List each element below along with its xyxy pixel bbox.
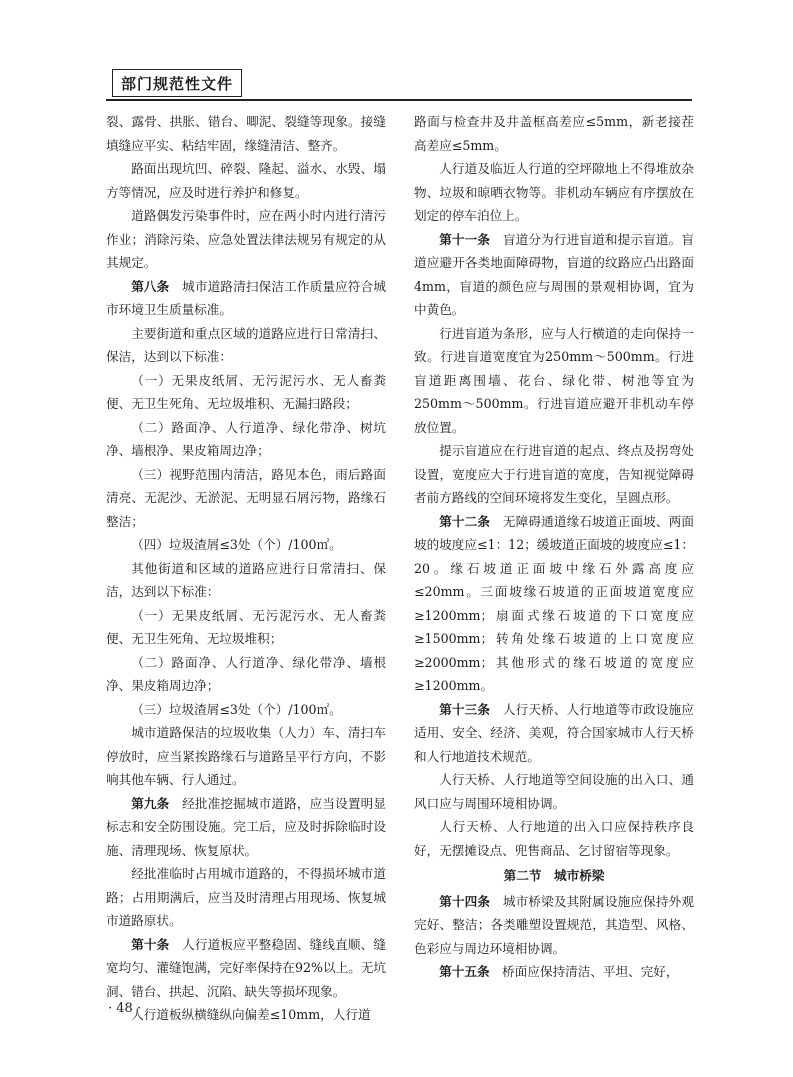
paragraph-text: （一）无果皮纸屑、无污泥污水、无人畜粪便、无卫生死角、无垃圾堆积、无漏扫路段； bbox=[106, 372, 386, 411]
paragraph bbox=[106, 862, 386, 933]
paragraph-text: 提示盲道应在行进盲道的起点、终点及拐弯处设置，宽度应大于行进盲道的宽度，告知视觉障碍者前方路线的空间环境将发生变化，呈圆点形。 bbox=[414, 443, 694, 505]
paragraph bbox=[106, 557, 386, 604]
paragraph-text: （二）路面净、人行道净、绿化带净、墙根净、果皮箱周边净； bbox=[106, 654, 386, 693]
paragraph-text: 人行道板应平整稳固、缝线直顺、缝宽均匀、灌缝饱满，完好率保持在92%以上。无坑洞、错台、拱起、沉陷、缺失等损坏现象。 bbox=[106, 936, 387, 999]
article-number: 第十五条 bbox=[439, 964, 490, 979]
section-header-label: 部门规范性文件 bbox=[112, 69, 242, 97]
article-number: 第十一条 bbox=[439, 231, 491, 247]
paragraph bbox=[106, 792, 386, 863]
paragraph bbox=[414, 510, 694, 698]
article-number: 第十四条 bbox=[439, 893, 491, 909]
paragraph bbox=[414, 890, 694, 961]
article-number: 第八条 bbox=[131, 278, 170, 294]
paragraph bbox=[106, 604, 386, 651]
paragraph-text: 无障碍通道缘石坡道正面坡、两面坡的坡度应≤1：12；缓坡道正面坡的坡度应≤1：20。缘石坡道正面坡中缘石外露高度应≤20mm。三面坡缘石坡道的正面坡道宽度应≥1200mm；扇面式缘石坡道的下口宽度应≥1500mm；转角处缘石坡道的上口宽度应≥2000mm；其他形式的缘石坡道的宽度应≥1200mm。 bbox=[414, 513, 695, 693]
paragraph-text: 人行天桥、人行地道等市政设施应适用、安全、经济、美观，符合国家城市人行天桥和人行地道技术规范。 bbox=[414, 701, 695, 764]
right-column bbox=[414, 110, 694, 984]
paragraph-text: （二）路面净、人行道净、绿化带净、树坑净、墙根净、果皮箱周边净； bbox=[106, 419, 386, 458]
paragraph bbox=[414, 157, 694, 228]
page-number: · 48 · bbox=[108, 1001, 142, 1016]
paragraph-text: （三）视野范围内清洁，路见本色，雨后路面清亮、无泥沙、无淤泥、无明显石屑污物，路缘石整洁； bbox=[106, 466, 386, 529]
paragraph-text: 路面与检查井及井盖框高差应≤5mm，新老接茬高差应≤5mm。 bbox=[414, 114, 694, 153]
paragraph-text: 经批准挖掘城市道路，应当设置明显标志和安全防围设施。完工后，应及时拆除临时设施、清理现场、恢复原状。 bbox=[106, 795, 387, 858]
paragraph-text: 城市桥梁及其附属设施应保持外观完好、整洁；各类雕塑设置规范，其造型、风格、色彩应与周边环境相协调。 bbox=[414, 893, 695, 956]
paragraph bbox=[106, 416, 386, 463]
paragraph-text: 盲道分为行进盲道和提示盲道。盲道应避开各类地面障碍物，盲道的纹路应凸出路面4mm，盲道的颜色应与周围的景观相协调，宜为中黄色。 bbox=[414, 231, 695, 317]
paragraph bbox=[414, 815, 694, 862]
paragraph bbox=[414, 768, 694, 815]
paragraph-text: 桥面应保持清洁、平坦、完好， bbox=[489, 964, 679, 979]
paragraph-text: 路面出现坑凹、碎裂、隆起、溢水、水毁、塌方等情况，应及时进行养护和修复。 bbox=[106, 161, 386, 200]
paragraph-text: 城市道路保洁的垃圾收集（人力）车、清扫车停放时，应当紧挨路缘石与道路呈平行方向，不影响其他车辆、行人通过。 bbox=[106, 725, 386, 787]
paragraph-text: 行进盲道为条形，应与人行横道的走向保持一致。行进盲道宽度宜为250mm～500mm。行进盲道距离围墙、花台、绿化带、树池等宜为250mm～500mm。行进盲道应避开非机动车停放位置。 bbox=[414, 325, 694, 435]
paragraph-text: （一）无果皮纸屑、无污泥污水、无人畜粪便、无卫生死角、无垃圾堆积； bbox=[106, 607, 386, 646]
article-number: 第九条 bbox=[131, 795, 170, 811]
paragraph-text: 裂、露骨、拱胀、错台、唧泥、裂缝等现象。接缝填缝应平实、粘结牢固，缘缝清洁、整齐。 bbox=[106, 114, 386, 153]
paragraph-text: 人行天桥、人行地道的出入口应保持秩序良好，无摆摊设点、兜售商品、乞讨留宿等现象。 bbox=[414, 819, 694, 858]
paragraph bbox=[106, 1003, 386, 1027]
paragraph-text: 其他街道和区域的道路应进行日常清扫、保洁，达到以下标准： bbox=[106, 560, 386, 599]
paragraph bbox=[106, 698, 386, 722]
paragraph bbox=[414, 698, 694, 769]
paragraph bbox=[414, 228, 694, 322]
paragraph bbox=[106, 157, 386, 204]
paragraph bbox=[106, 110, 386, 157]
paragraph bbox=[106, 322, 386, 369]
article-number: 第十二条 bbox=[439, 513, 491, 529]
paragraph-text: 主要街道和重点区域的道路应进行日常清扫、保洁，达到以下标准： bbox=[106, 325, 386, 364]
paragraph bbox=[106, 651, 386, 698]
paragraph bbox=[414, 960, 694, 984]
header-rule bbox=[106, 99, 692, 101]
paragraph-text: 道路偶发污染事件时，应在两小时内进行清污作业；消除污染、应急处置法律法规另有规定的从其规定。 bbox=[106, 208, 386, 270]
article-number: 第十三条 bbox=[439, 701, 491, 717]
paragraph-text: （四）垃圾渣屑≤3处（个）/100㎡。 bbox=[131, 537, 342, 552]
paragraph bbox=[414, 322, 694, 440]
section-heading: 第二节 城市桥梁 bbox=[503, 868, 605, 883]
paragraph bbox=[106, 463, 386, 534]
paragraph bbox=[106, 369, 386, 416]
paragraph bbox=[414, 439, 694, 510]
paragraph bbox=[106, 933, 386, 1004]
paragraph bbox=[106, 275, 386, 322]
paragraph-text: 城市道路清扫保洁工作质量应符合城市环境卫生质量标准。 bbox=[106, 278, 387, 317]
paragraph bbox=[414, 110, 694, 157]
paragraph bbox=[106, 204, 386, 275]
paragraph-text: 人行道板纵横缝纵向偏差≤10mm，人行道 bbox=[131, 1007, 371, 1022]
left-column bbox=[106, 110, 386, 1027]
article-number: 第十条 bbox=[131, 936, 170, 952]
paragraph-text: 人行道及临近人行道的空坪隙地上不得堆放杂物、垃圾和晾晒衣物等。非机动车辆应有序摆放在划定的停车泊位上。 bbox=[414, 161, 694, 223]
paragraph bbox=[106, 533, 386, 557]
paragraph-text: （三）垃圾渣屑≤3处（个）/100㎡。 bbox=[131, 701, 342, 717]
paragraph-text: 经批准临时占用城市道路的，不得损坏城市道路；占用期满后，应当及时清理占用现场、恢复城市道路原状。 bbox=[106, 866, 386, 928]
paragraph bbox=[106, 721, 386, 792]
paragraph-text: 人行天桥、人行地道等空间设施的出入口、通风口应与周围环境相协调。 bbox=[414, 772, 694, 811]
